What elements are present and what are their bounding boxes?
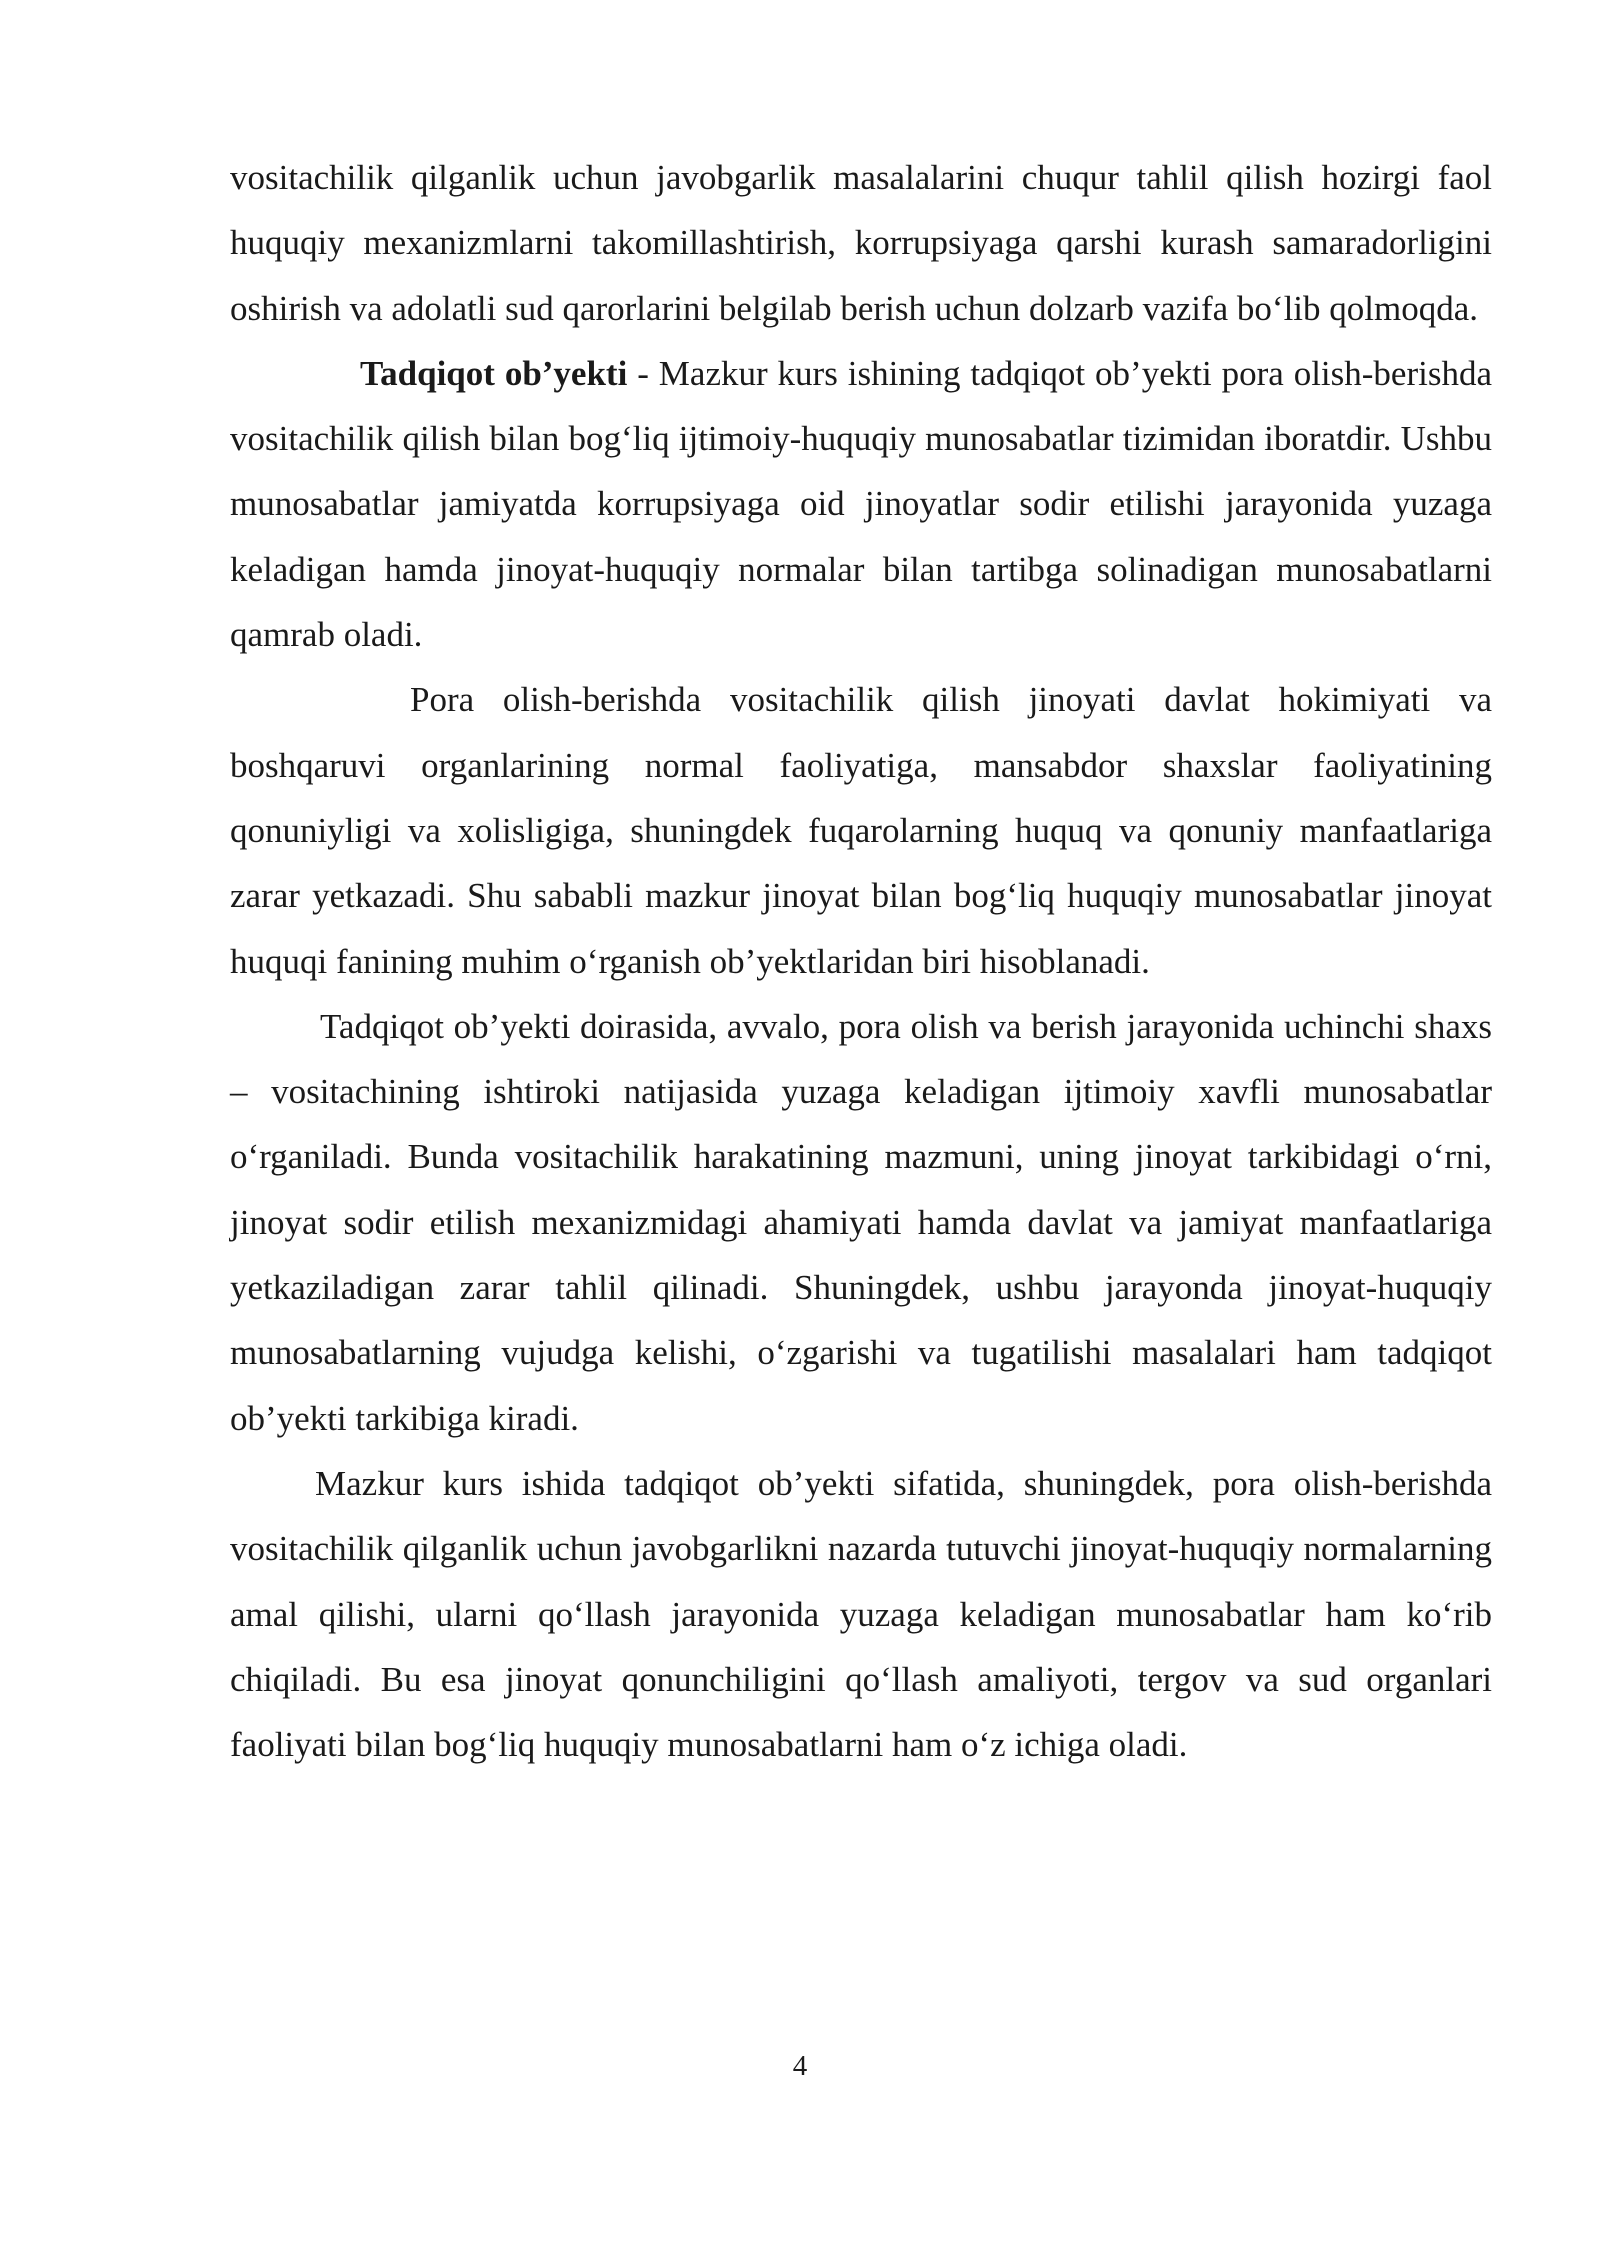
document-body	[230, 145, 1492, 1777]
section-heading-inline: Tadqiqot ob’yekti	[360, 353, 628, 393]
paragraph-scope	[230, 994, 1492, 1451]
paragraph-continuation	[230, 145, 1492, 341]
paragraph-text: Mazkur kurs ishida tadqiqot ob’yekti sifatida, shuningdek, pora olish-berishda vositachilik qilganlik uchun javobgarlikni nazarda tutuvchi jinoyat-huquqiy normalarning amal qilishi, ularni qo‘llash jarayonida yuzaga keladigan munosabatlar ham ko‘rib chiqiladi. Bu esa jinoyat qonunchiligini qo‘llash amaliyoti, tergov va sud organlari faoliyati bilan bog‘liq huquqiy munosabatlarni ham o‘z ichiga oladi.	[230, 1463, 1492, 1765]
paragraph-norms	[230, 1451, 1492, 1777]
paragraph-text: Pora olish-berishda vositachilik qilish jinoyati davlat hokimiyati va boshqaruvi organlarining normal faoliyatiga, mansabdor shaxslar faoliyatining qonuniyligi va xolisligiga, shuningdek fuqarolarning huquq va qonuniy manfaatlariga zarar yetkazadi. Shu sababli mazkur jinoyat bilan bog‘liq huquqiy munosabatlar jinoyat huquqi fanining muhim o‘rganish ob’yektlaridan biri hisoblanadi.	[230, 680, 1492, 981]
page-number: 4	[792, 2050, 808, 2082]
paragraph-text: - Mazkur kurs ishining tadqiqot ob’yekti pora olish-berishda vositachilik qilish bilan bog‘liq ijtimoiy-huquqiy munosabatlar tizimidan iboratdir. Ushbu munosabatlar jamiyatda korrupsiyaga oid jinoyatlar sodir etilishi jarayonida yuzaga keladigan hamda jinoyat-huquqiy normalar bilan tartibga solinadigan munosabatlarni qamrab oladi.	[230, 353, 1492, 655]
paragraph-crime-harm	[230, 667, 1492, 993]
paragraph-text: Tadqiqot ob’yekti doirasida, avvalo, pora olish va berish jarayonida uchinchi shaxs – vositachining ishtiroki natijasida yuzaga keladigan ijtimoiy xavfli munosabatlar o‘rganiladi. Bunda vositachilik harakatining mazmuni, uning jinoyat tarkibidagi o‘rni, jinoyat sodir etilish mexanizmidagi ahamiyati hamda davlat va jamiyat manfaatlariga yetkaziladigan zarar tahlil qilinadi. Shuningdek, ushbu jarayonda jinoyat-huquqiy munosabatlarning vujudga kelishi, o‘zgarishi va tugatilishi masalalari ham tadqiqot ob’yekti tarkibiga kiradi.	[230, 1006, 1492, 1438]
paragraph-text: vositachilik qilganlik uchun javobgarlik masalalarini chuqur tahlil qilish hozirgi faol huquqiy mexanizmlarni takomillashtirish, korrupsiyaga qarshi kurash samaradorligini oshirish va adolatli sud qarorlarini belgilab berish uchun dolzarb vazifa bo‘lib qolmoqda.	[230, 158, 1492, 328]
paragraph-research-object	[230, 341, 1492, 667]
